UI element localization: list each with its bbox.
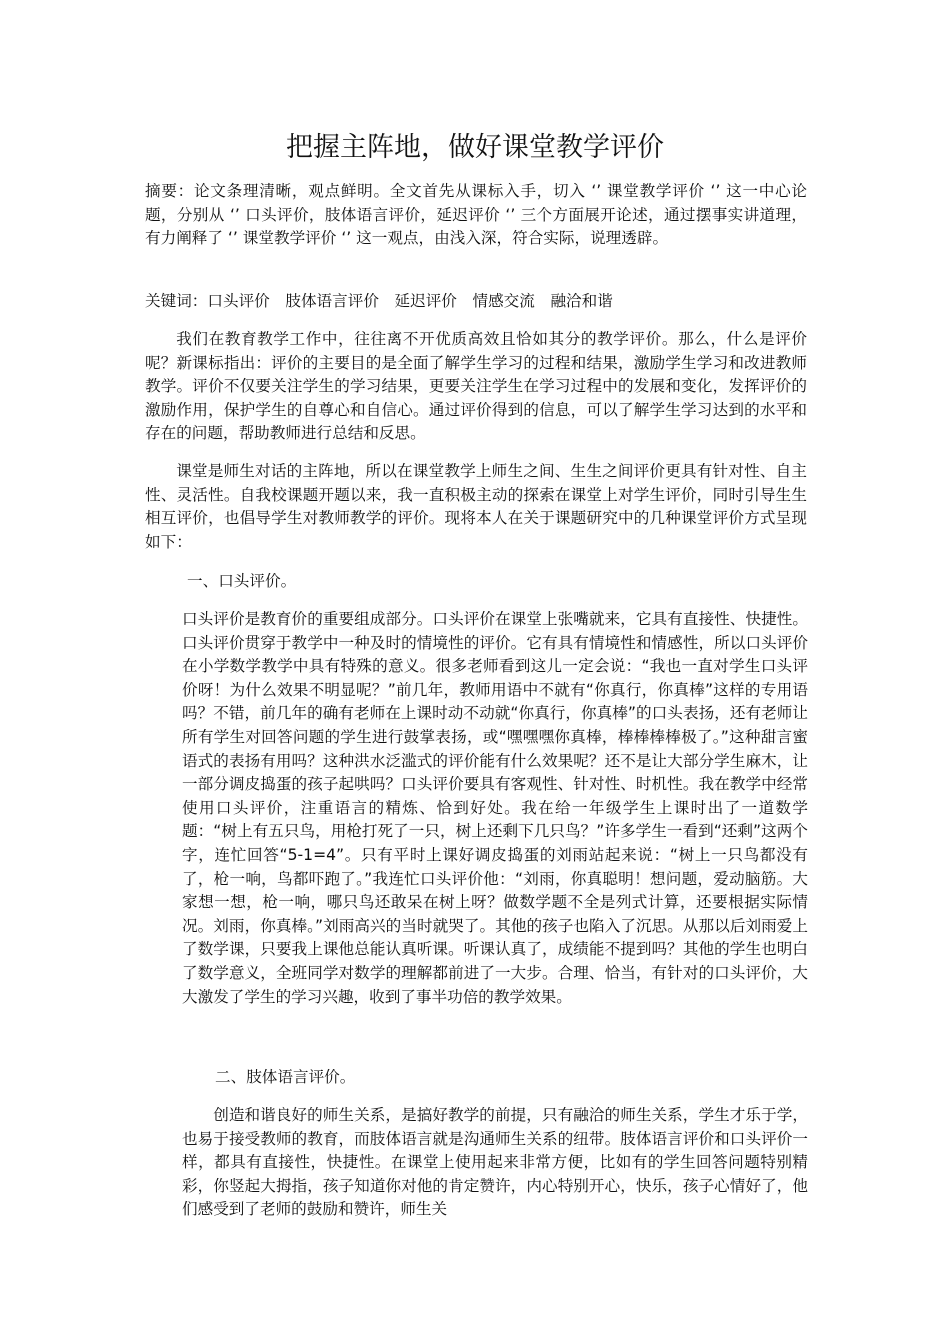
abstract: 摘要：论文条理清晰，观点鲜明。全文首先从课标入手，切入 ‘’ 课堂教学评价 ‘’ 这一中心论题，分别从 ‘’ 口头评价，肢体语言评价，延迟评价 ‘’ 三个方面展开论述，通过摆事实讲道理，有力阐释了 ‘’ 课堂教学评价 ‘’ 这一观点，由浅入深，符合实际，说理透辟。 <box>145 182 807 248</box>
section-body-body-language: 创造和谐良好的师生关系，是搞好教学的前提，只有融洽的师生关系，学生才乐于学，也易于接受教师的教育，而肢体语言就是沟通师生关系的纽带。肢体语言评价和口头评价一样，都具有直接性，快捷性。在课堂上使用起来非常方便，比如有的学生回答问题特别精彩，你竖起大拇指，孩子知道你对他的肯定赞许，内心特别开心，快乐，孩子心情好了，他们感受到了老师的鼓励和赞许，师生关 <box>182 1106 808 1219</box>
paragraph-intro: 我们在教育教学工作中，往往离不开优质高效且恰如其分的教学评价。那么，什么是评价呢？新课标指出：评价的主要目的是全面了解学生学习的过程和结果，激励学生学习和改进教师教学。评价不仅要关注学生的学习结果，更要关注学生在学习过程中的发展和变化，发挥评价的激励作用，保护学生的自尊心和自信心。通过评价得到的信息，可以了解学生学习达到的水平和存在的问题，帮助教师进行总结和反思。 <box>145 330 807 443</box>
document-title: 把握主阵地，做好课堂教学评价 <box>286 132 664 163</box>
paragraph-context: 课堂是师生对话的主阵地，所以在课堂教学上师生之间、生生之间评价更具有针对性、自主性、灵活性。自我校课题开题以来，我一直积极主动的探索在课堂上对学生评价，同时引导生生相互评价，也倡导学生对教师教学的评价。现将本人在关于课题研究中的几种课堂评价方式呈现如下： <box>145 462 807 551</box>
section-heading-body-language: 二、肢体语言评价。 <box>215 1068 356 1086</box>
keywords: 关键词：口头评价 肢体语言评价 延迟评价 情感交流 融洽和谐 <box>145 292 613 310</box>
section-heading-oral: 一、口头评价。 <box>187 572 297 590</box>
section-body-oral: 口头评价是教育价的重要组成部分。口头评价在课堂上张嘴就来，它具有直接性、快捷性。口头评价贯穿于教学中一种及时的情境性的评价。它有具有情境性和情感性，所以口头评价在小学数学教学中具有特殊的意义。很多老师看到这儿一定会说：“我也一直对学生口头评价呀！为什么效果不明显呢？”前几年，教师用语中不就有“你真行，你真棒”这样的专用语吗？不错，前几年的确有老师在上课时动不动就“你真行，你真棒”的口头表扬，还有老师让所有学生对回答问题的学生进行鼓掌表扬，或“嘿嘿嘿你真棒，棒棒棒棒极了。”这种甜言蜜语式的表扬有用吗？这种洪水泛滥式的评价能有什么效果呢？还不是让大部分学生麻木，让一部分调皮捣蛋的孩子起哄吗？口头评价要具有客观性、针对性、时机性。我在教学中经常使用口头评价，注重语言的精炼、恰到好处。我在给一年级学生上课时出了一道数学题：“树上有五只鸟，用枪打死了一只，树上还剩下几只鸟？”许多学生一看到“还剩”这两个字，连忙回答“5-1=4”。只有平时上课好调皮捣蛋的刘雨站起来说：“树上一只鸟都没有了，枪一响，鸟都吓跑了。”我连忙口头评价他：“刘雨，你真聪明！想问题，爱动脑筋。大家想一想，枪一响，哪只鸟还敢呆在树上呀？做数学题不全是列式计算，还要根据实际情况。刘雨，你真棒。”刘雨高兴的当时就哭了。其他的孩子也陷入了沉思。从那以后刘雨爱上了数学课，只要我上课他总能认真听课。听课认真了，成绩能不提到吗？其他的学生也明白了数学意义，全班同学对数学的理解都前进了一大步。合理、恰当，有针对的口头评价，大大激发了学生的学习兴趣，收到了事半功倍的教学效果。 <box>182 610 808 1006</box>
